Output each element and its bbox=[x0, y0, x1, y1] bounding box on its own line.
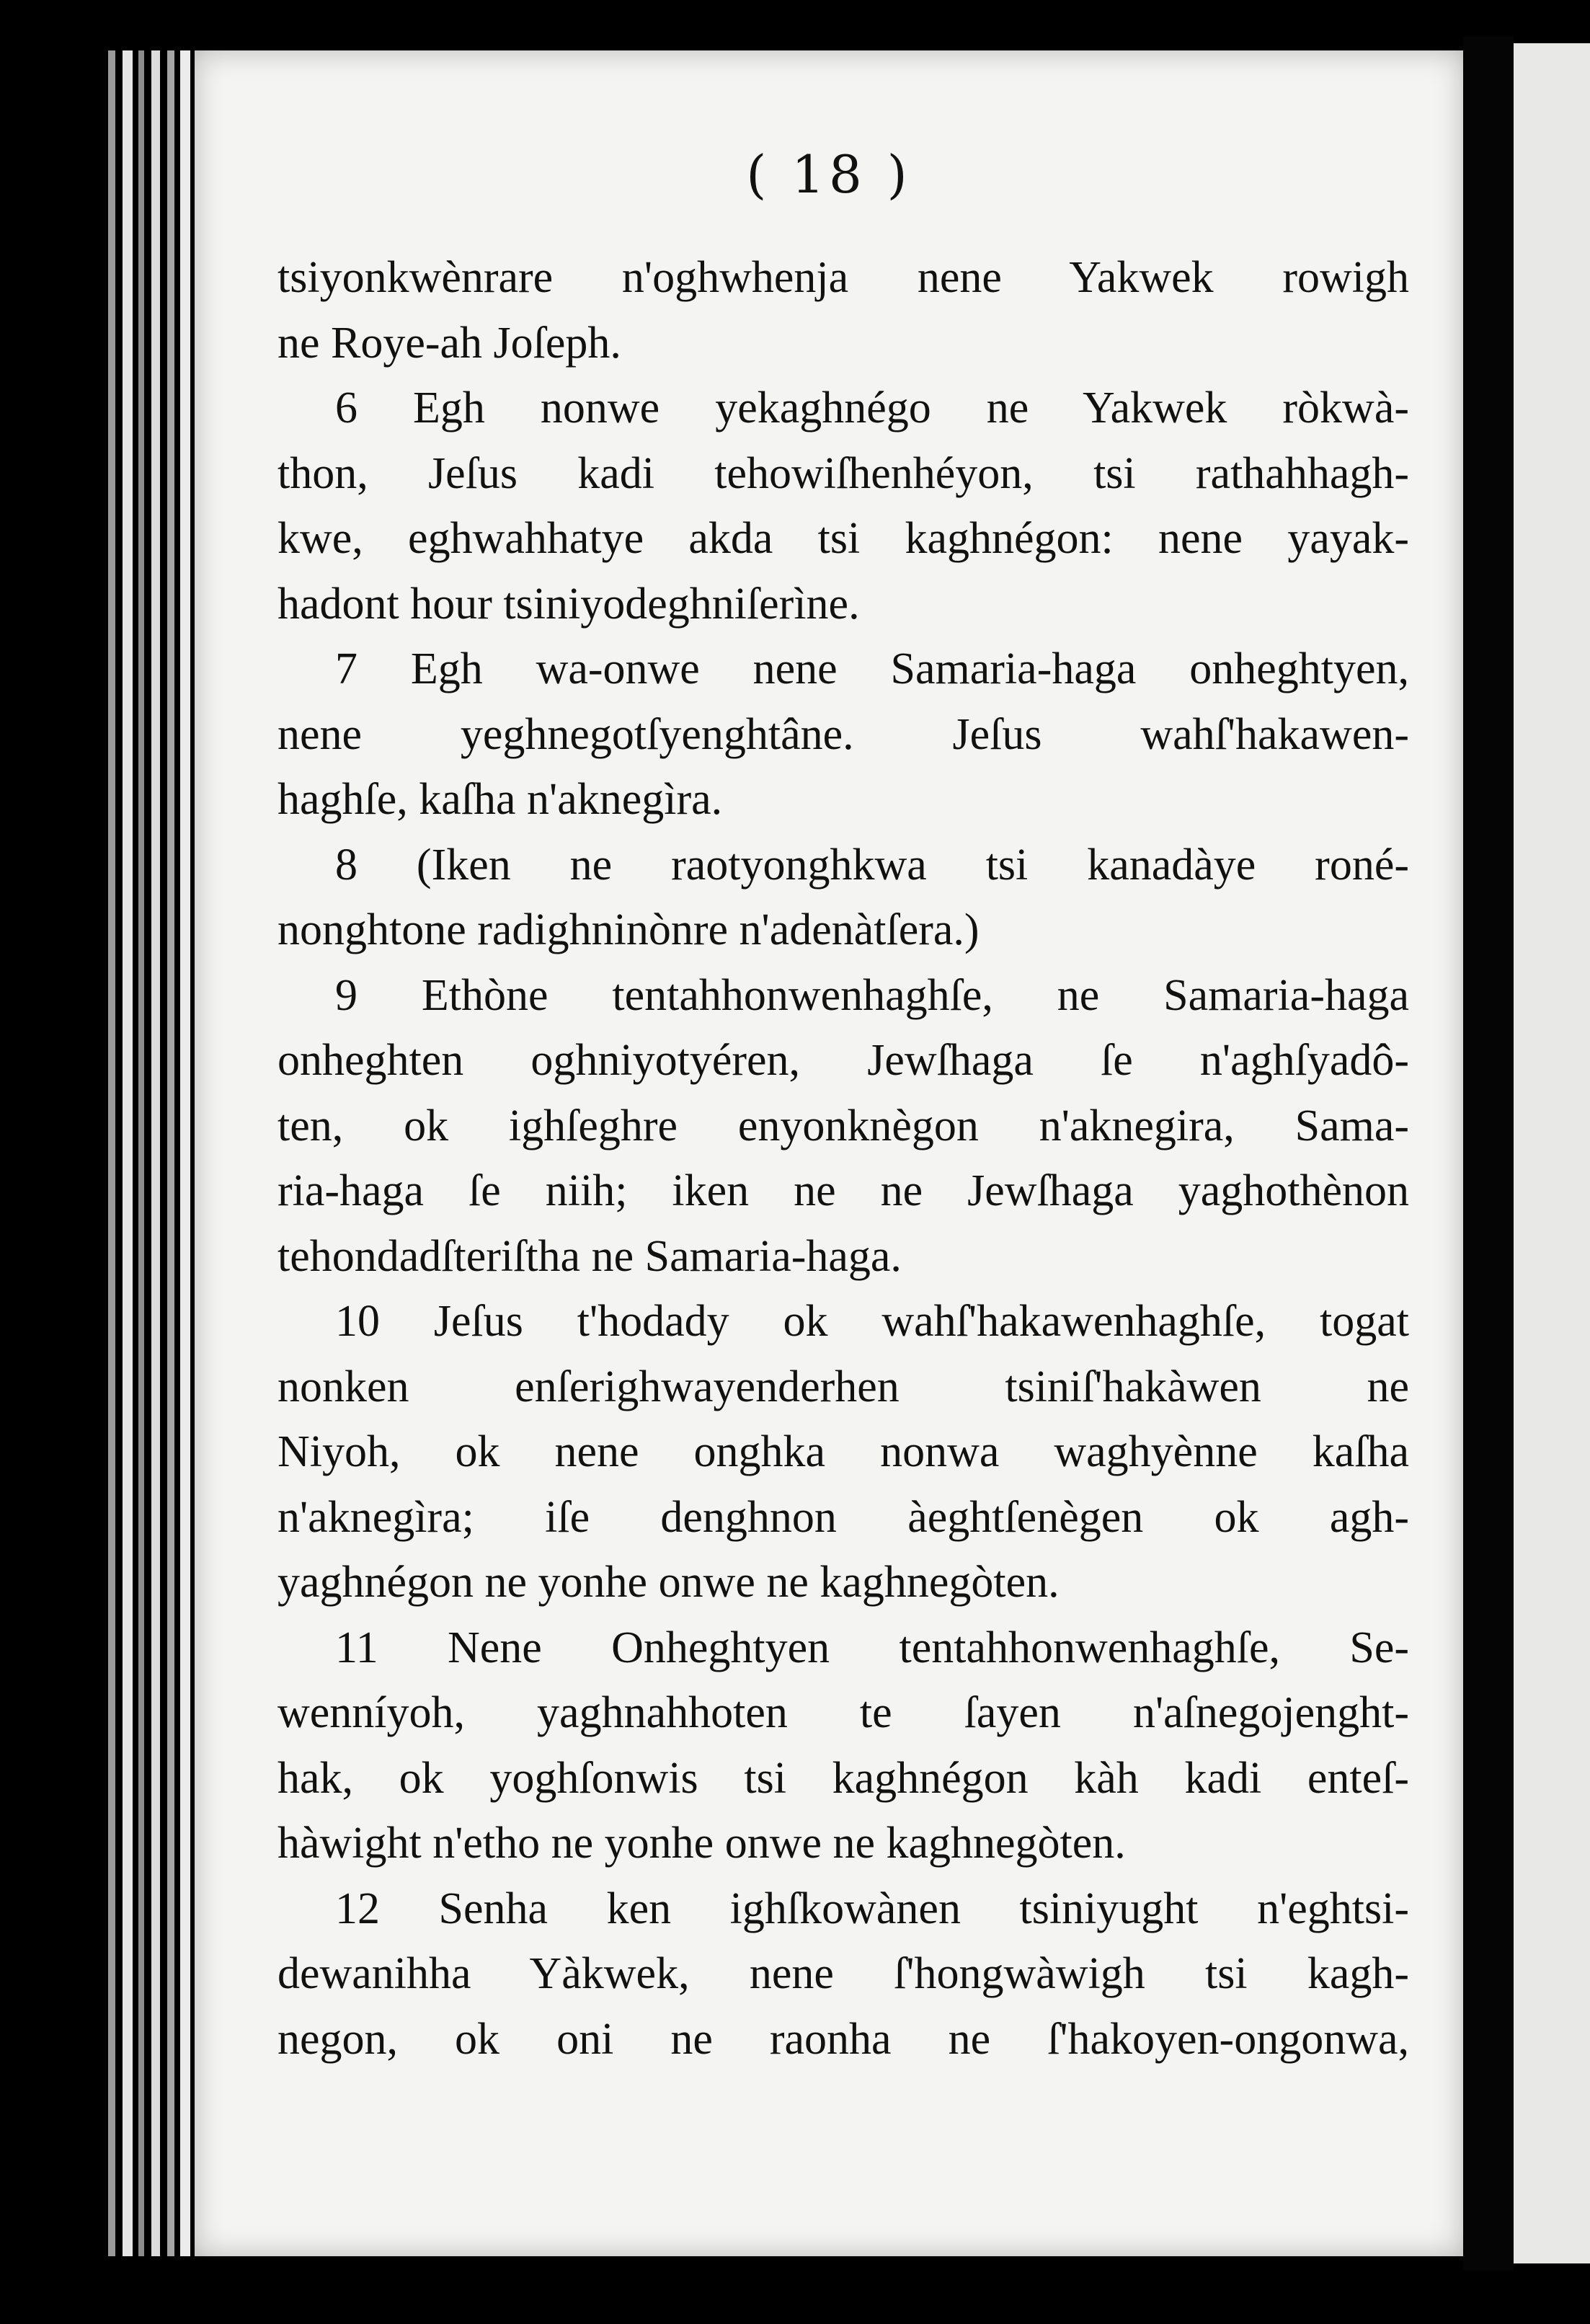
text-line: 11 Nene Onheghtyen tentahhonwenhaghſe, Se- bbox=[335, 1623, 1409, 1672]
page-edge bbox=[151, 50, 160, 2256]
text-line: ria-haga ſe niih; iken ne ne Jewſhaga yaghothènon bbox=[277, 1166, 1409, 1215]
text-line: ne Roye-ah Joſeph. bbox=[277, 318, 621, 368]
text-line: Niyoh, ok nene onghka nonwa waghyènne kaſha bbox=[277, 1427, 1409, 1476]
book-gutter bbox=[1463, 36, 1514, 2271]
page-number-header: ( 18 ) bbox=[746, 144, 912, 205]
text-line: hàwight n'etho ne yonhe onwe ne kaghnegòten. bbox=[277, 1819, 1126, 1868]
page-edge bbox=[138, 50, 144, 2256]
text-line: ten, ok ighſeghre enyonknègon n'aknegira, Sama- bbox=[277, 1101, 1409, 1150]
page-edge bbox=[167, 50, 174, 2256]
page-edge bbox=[123, 50, 133, 2256]
text-line: hak, ok yoghſonwis tsi kaghnégon kàh kadi enteſ- bbox=[277, 1753, 1409, 1803]
page-edge bbox=[108, 50, 115, 2256]
text-line: wenníyoh, yaghnahhoten te ſayen n'aſnegojenght- bbox=[277, 1688, 1409, 1737]
facing-page-edge bbox=[1514, 43, 1590, 2263]
text-line: 9 Ethòne tentahhonwenhaghſe, ne Samaria-haga bbox=[335, 970, 1409, 1020]
text-line: tsiyonkwènrare n'oghwhenja nene Yakwek rowigh bbox=[277, 253, 1409, 302]
text-line: hadont hour tsiniyodeghniſerìne. bbox=[277, 579, 860, 629]
text-line: tehondadſteriſtha ne Samaria-haga. bbox=[277, 1231, 902, 1281]
text-line: 12 Senha ken ighſkowànen tsiniyught n'eghtsi- bbox=[335, 1884, 1409, 1933]
text-line: dewanihha Yàkwek, nene ſ'hongwàwigh tsi kagh- bbox=[277, 1949, 1409, 1998]
text-line: kwe, eghwahhatye akda tsi kaghnégon: nene yayak- bbox=[277, 514, 1409, 563]
text-line: onheghten oghniyotyéren, Jewſhaga ſe n'aghſyadô- bbox=[277, 1036, 1409, 1085]
page-edge bbox=[180, 50, 190, 2256]
book-page bbox=[195, 50, 1463, 2256]
text-line: nene yeghnegotſyenghtâne. Jeſus wahſ'hakawen- bbox=[277, 709, 1409, 759]
text-line: 8 (Iken ne raotyonghkwa tsi kanadàye roné- bbox=[335, 840, 1409, 890]
text-line: nonghtone radighninònre n'adenàtſera.) bbox=[277, 905, 980, 954]
text-line: 7 Egh wa-onwe nene Samaria-haga onheghtyen, bbox=[335, 644, 1409, 693]
text-line: negon, ok oni ne raonha ne ſ'hakoyen-ongonwa, bbox=[277, 2014, 1409, 2064]
text-line: nonken enſerighwayenderhen tsiniſ'hakàwen ne bbox=[277, 1362, 1409, 1411]
text-line: 10 Jeſus t'hodady ok wahſ'hakawenhaghſe, togat bbox=[335, 1297, 1409, 1346]
text-line: 6 Egh nonwe yekaghnégo ne Yakwek ròkwà- bbox=[335, 383, 1409, 433]
text-line: thon, Jeſus kadi tehowiſhenhéyon, tsi rathahhagh- bbox=[277, 448, 1409, 498]
page-text-body bbox=[277, 245, 1409, 2072]
text-line: n'aknegìra; iſe denghnon àeghtſenègen ok agh- bbox=[277, 1492, 1409, 1542]
text-line: haghſe, kaſha n'aknegìra. bbox=[277, 775, 723, 824]
text-line: yaghnégon ne yonhe onwe ne kaghnegòten. bbox=[277, 1558, 1060, 1607]
